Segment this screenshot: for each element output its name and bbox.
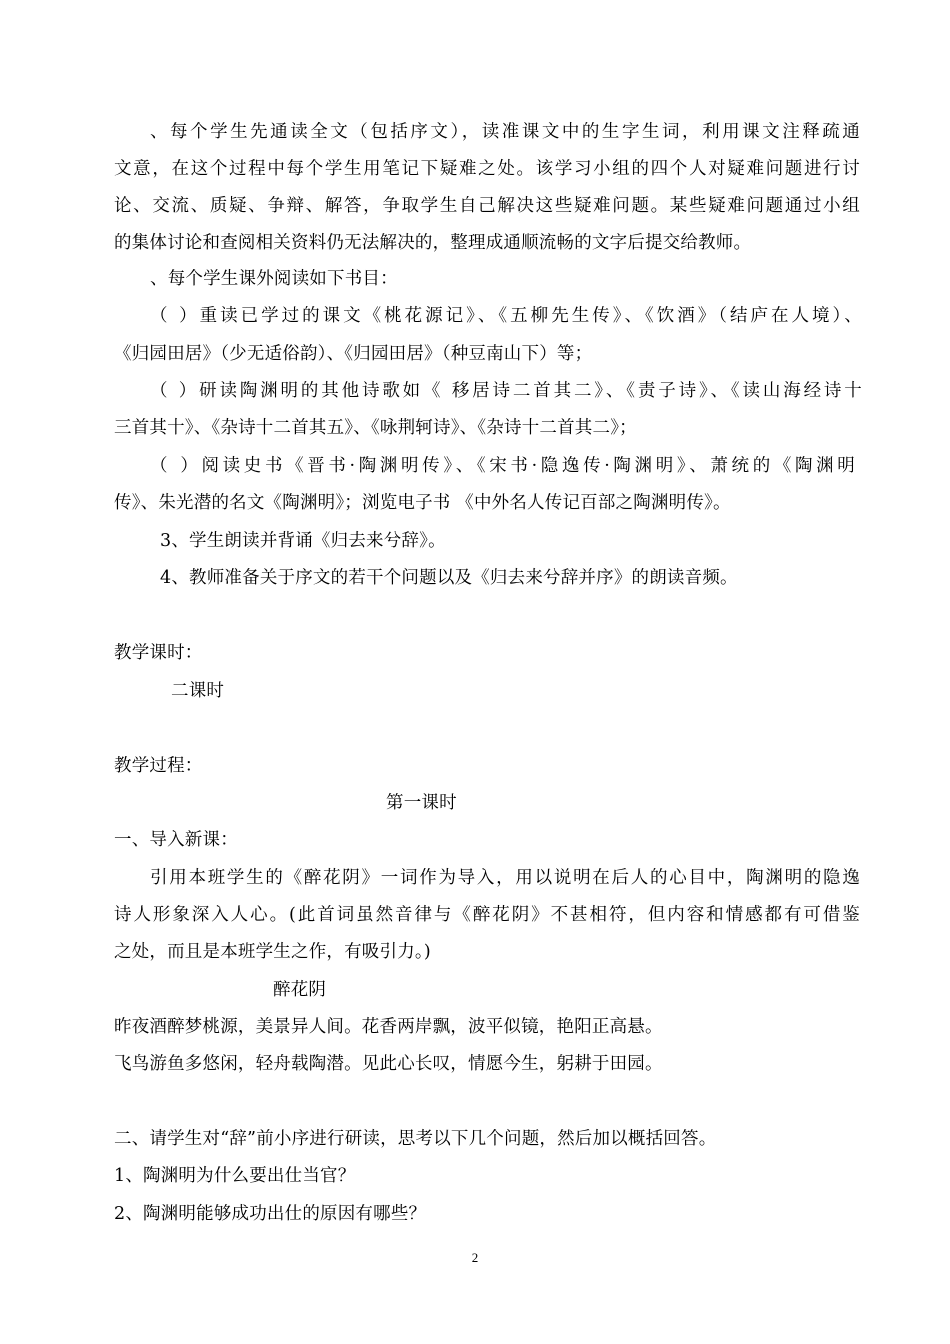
reading-item-1-line-1: （ ）重读已学过的课文《桃花源记》、《五柳先生传》、《饮酒》（结庐在人境）、 [150, 306, 862, 326]
paragraph-1-line-4: 的集体讨论和查阅相关资料仍无法解决的，整理成通顺流畅的文字后提交给教师。 [114, 233, 752, 253]
reading-item-2-line-2: 三首其十》、《杂诗十二首其五》、《咏荆轲诗》、《杂诗十二首其二》； [114, 418, 637, 438]
poem-title: 醉花阴 [273, 980, 327, 1000]
paragraph-3: 3、学生朗读并背诵《归去来兮辞》。 [160, 531, 446, 551]
poem-line-1: 昨夜酒醉梦桃源，美景异人间。花香两岸飘，波平似镜，艳阳正高悬。 [114, 1017, 663, 1037]
step-1-title: 一、导入新课： [114, 830, 238, 850]
poem-line-2: 飞鸟游鱼多悠闲，轻舟载陶潜。见此心长叹，情愿今生，躬耕于田园。 [114, 1054, 663, 1074]
first-lesson-heading: 第一课时 [386, 793, 457, 813]
paragraph-1-line-2: 文意，在这个过程中每个学生用笔记下疑难之处。该学习小组的四个人对疑难问题进行讨 [114, 159, 860, 179]
paragraph-2: 、每个学生课外阅读如下书目： [150, 269, 398, 289]
class-hours-label: 教学课时： [114, 643, 203, 663]
paragraph-1-line-3: 论、交流、质疑、争辩、解答，争取学生自己解决这些疑难问题。某些疑难问题通过小组 [114, 196, 860, 216]
step-1-line-2: 诗人形象深入人心。(此首词虽然音律与《醉花阴》不甚相符，但内容和情感都有可借鉴 [114, 905, 860, 925]
class-hours-value: 二课时 [171, 681, 225, 701]
step-2-title: 二、请学生对“辞”前小序进行研读，思考以下几个问题，然后加以概括回答。 [114, 1129, 717, 1149]
question-1: 1、陶渊明为什么要出仕当官？ [114, 1166, 356, 1186]
reading-item-3-line-2: 传》、朱光潜的名文《陶渊明》；浏览电子书 《中外名人传记百部之陶渊明传》。 [114, 493, 731, 513]
paragraph-4: 4、教师准备关于序文的若干个问题以及《归去来兮辞并序》的朗读音频。 [160, 568, 738, 588]
reading-item-3-line-1: （ ）阅读史书《晋书·陶渊明传》、《宋书·隐逸传·陶渊明》、萧统的《陶渊明 [150, 456, 855, 476]
process-label: 教学过程： [114, 756, 203, 776]
page-number: 2 [471, 1250, 479, 1265]
reading-item-2-line-1: （ ）研读陶渊明的其他诗歌如《 移居诗二首其二》、《责子诗》、《读山海经诗十 [150, 381, 862, 401]
question-2: 2、陶渊明能够成功出仕的原因有哪些？ [114, 1204, 427, 1224]
reading-item-1-line-2: 《归园田居》（少无适俗韵）、《归园田居》（种豆南山下）等； [114, 344, 593, 364]
step-1-line-1: 引用本班学生的《醉花阴》一词作为导入，用以说明在后人的心目中，陶渊明的隐逸 [150, 868, 860, 888]
paragraph-1-line-1: 、每个学生先通读全文（包括序文），读准课文中的生字生词，利用课文注释疏通 [150, 122, 860, 142]
step-1-line-3: 之处，而且是本班学生之作，有吸引力。) [114, 942, 431, 962]
